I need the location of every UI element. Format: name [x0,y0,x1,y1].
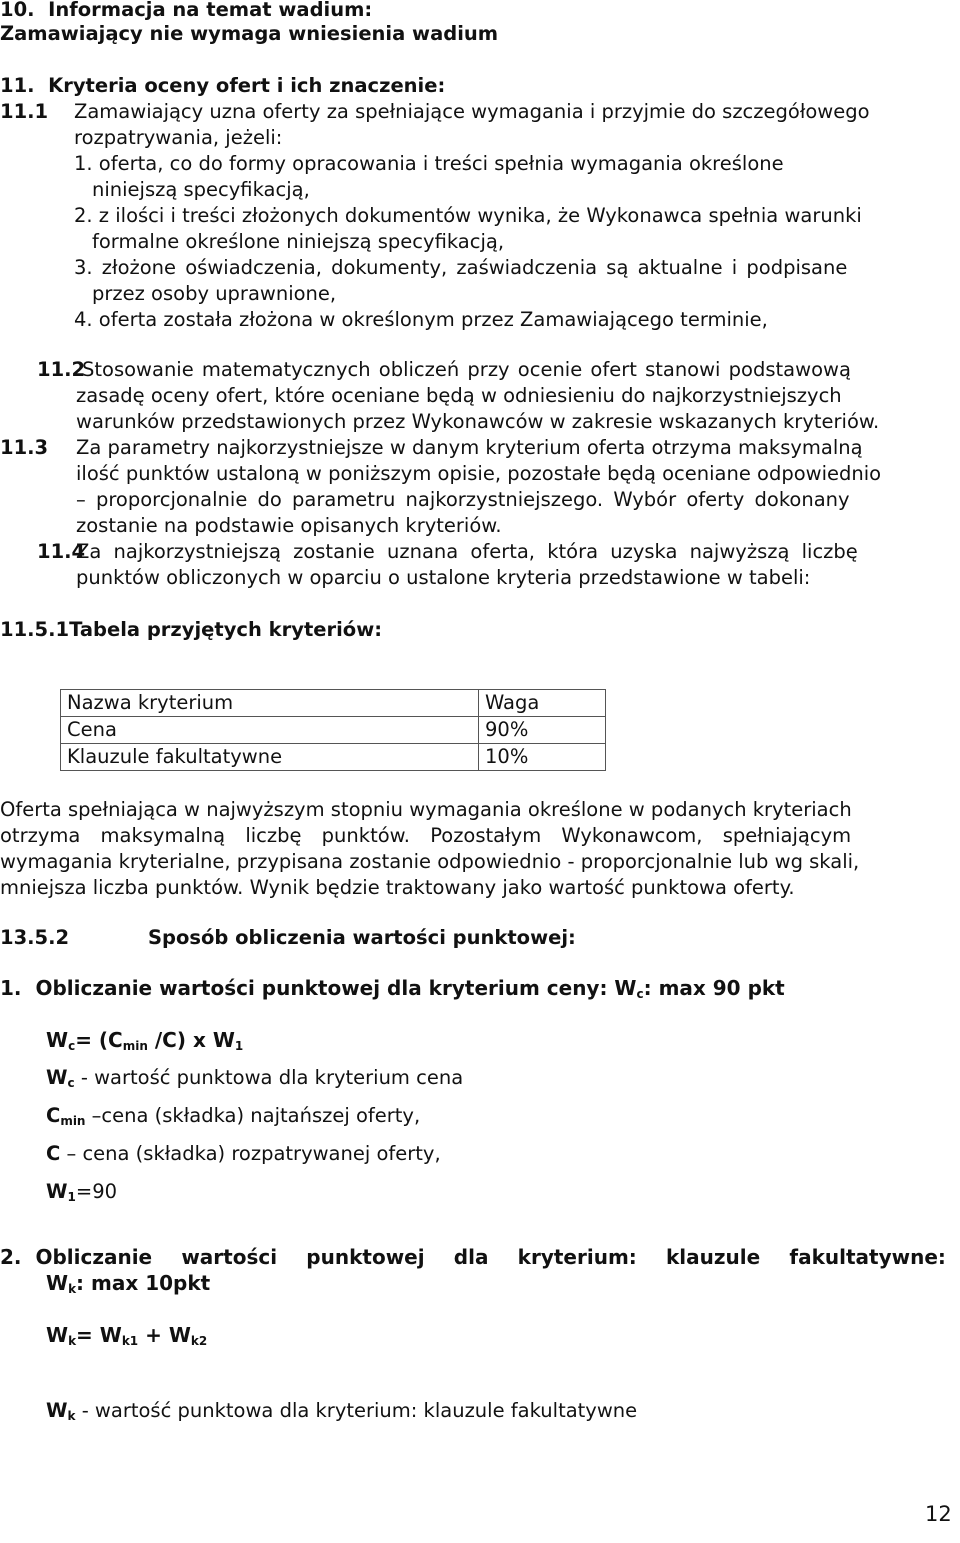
definition-wk: $W_k$ - wartość punktowa dla kryterium: klauzule fakultatywne [46,1399,638,1423]
heading-word: punktowej [306,1245,425,1269]
para-11-1-line: rozpatrywania, jeżeli: [74,126,283,149]
definition-c: C – cena (składka) rozpatrywanej oferty, [46,1142,441,1165]
heading-word: fakultatywne: [789,1245,946,1269]
table-row [61,744,606,771]
table-header-cell: Waga [479,690,606,717]
calc-1-heading: 1. Obliczanie wartości punktowej dla kryterium ceny: $W_c$: max 90 pkt [0,976,785,1001]
section-13-5-2-number: 13.5.2 [0,926,70,949]
section-10-heading: 10. Informacja na temat wadium: [0,0,373,21]
section-11-heading: 11. Kryteria oceny ofert i ich znaczenie: [0,74,446,97]
list-item: 2. z ilości i treści złożonych dokumentów wynika, że Wykonawca spełnia warunki [74,204,862,227]
para-11-4-line: Za najkorzystniejszą zostanie uznana oferta, która uzyska najwyższą liczbę [76,540,858,563]
price-formula: $W_c= (C_{min}$ /C) x $W_1$ [46,1028,244,1053]
summary-line: Oferta spełniająca w najwyższym stopniu wymagania określone w podanych kryteriach [0,798,852,821]
list-item: 4. oferta została złożona w określonym przez Zamawiającego terminie, [74,308,768,331]
heading-word: dla [453,1245,489,1269]
table-cell: 10% [479,744,606,771]
table-header-cell: Nazwa kryterium [61,690,479,717]
para-11-2-number: 11.2 [37,358,86,381]
para-11-4-number: 11.4 [37,540,86,563]
table-cell: 90% [479,717,606,744]
heading-word: 2. Obliczanie [0,1245,153,1269]
definition-wc: $W_c$ - wartość punktowa dla kryterium cena [46,1066,464,1090]
table-row [61,717,606,744]
para-11-4-line: punktów obliczonych w oparciu o ustalone kryteria przedstawione w tabeli: [76,566,811,589]
definition-w1: $W_1=90$ [46,1180,118,1204]
list-item-continuation: formalne określone niniejszą specyfikacją, [92,230,505,253]
para-11-2-line: Stosowanie matematycznych obliczeń przy ocenie ofert stanowi podstawową [82,358,851,381]
list-item-continuation: niniejszą specyfikacją, [92,178,310,201]
list-item [74,151,956,177]
table-header-row [61,690,606,717]
list-item-continuation: przez osoby uprawnione, [92,282,337,305]
summary-line: wymagania kryterialne, przypisana zostanie odpowiednio - proporcjonalnie lub wg skali, [0,850,860,873]
definition-cmin: $C_{min}$ –cena (składka) najtańszej oferty, [46,1104,421,1128]
heading-word: kryterium: [517,1245,637,1269]
heading-word: wartości [181,1245,278,1269]
list-item-text: 1. oferta, co do formy opracowania i treści spełnia wymagania określone [74,152,784,175]
table-cell: Cena [61,717,479,744]
table-heading: 11.5.1Tabela przyjętych kryteriów: [0,618,383,641]
para-11-2-line: zasadę oceny ofert, które oceniane będą w odniesieniu do najkorzystniejszych [76,384,842,407]
page-number: 12 [925,1502,952,1526]
clauses-formula: $W_k= W_{k1} + W_{k2}$ [46,1323,208,1348]
para-11-3-line: zostanie na podstawie opisanych kryteriów. [76,514,502,537]
para-11-1-line: Zamawiający uzna oferty za spełniające wymagania i przyjmie do szczegółowego [74,100,870,123]
calc-2-heading-cont: $W_k$: max 10pkt [46,1271,211,1296]
para-11-1-number: 11.1 [0,100,49,123]
calc-2-heading [0,1244,946,1270]
para-11-3-number: 11.3 [0,436,49,459]
heading-word: klauzule [666,1245,761,1269]
criteria-table [60,689,606,771]
table-cell: Klauzule fakultatywne [61,744,479,771]
para-11-3-line: ilość punktów ustaloną w poniższym opisie, pozostałe będą oceniane odpowiednio [76,462,882,485]
list-item: 3. złożone oświadczenia, dokumenty, zaświadczenia są aktualne i podpisane [74,256,848,279]
para-11-3-line: Za parametry najkorzystniejsze w danym kryterium oferta otrzyma maksymalną [76,436,863,459]
para-11-2-line: warunków przedstawionych przez Wykonawców w zakresie wskazanych kryteriów. [76,410,880,433]
section-13-5-2-title: Sposób obliczenia wartości punktowej: [148,926,576,949]
summary-line: otrzyma maksymalną liczbę punktów. Pozostałym Wykonawcom, spełniającym [0,824,852,847]
para-11-3-line: – proporcjonalnie do parametru najkorzystniejszego. Wybór oferty dokonany [76,488,850,511]
summary-line: mniejsza liczba punktów. Wynik będzie traktowany jako wartość punktowa oferty. [0,876,795,899]
section-10-text: Zamawiający nie wymaga wniesienia wadium [0,22,499,45]
